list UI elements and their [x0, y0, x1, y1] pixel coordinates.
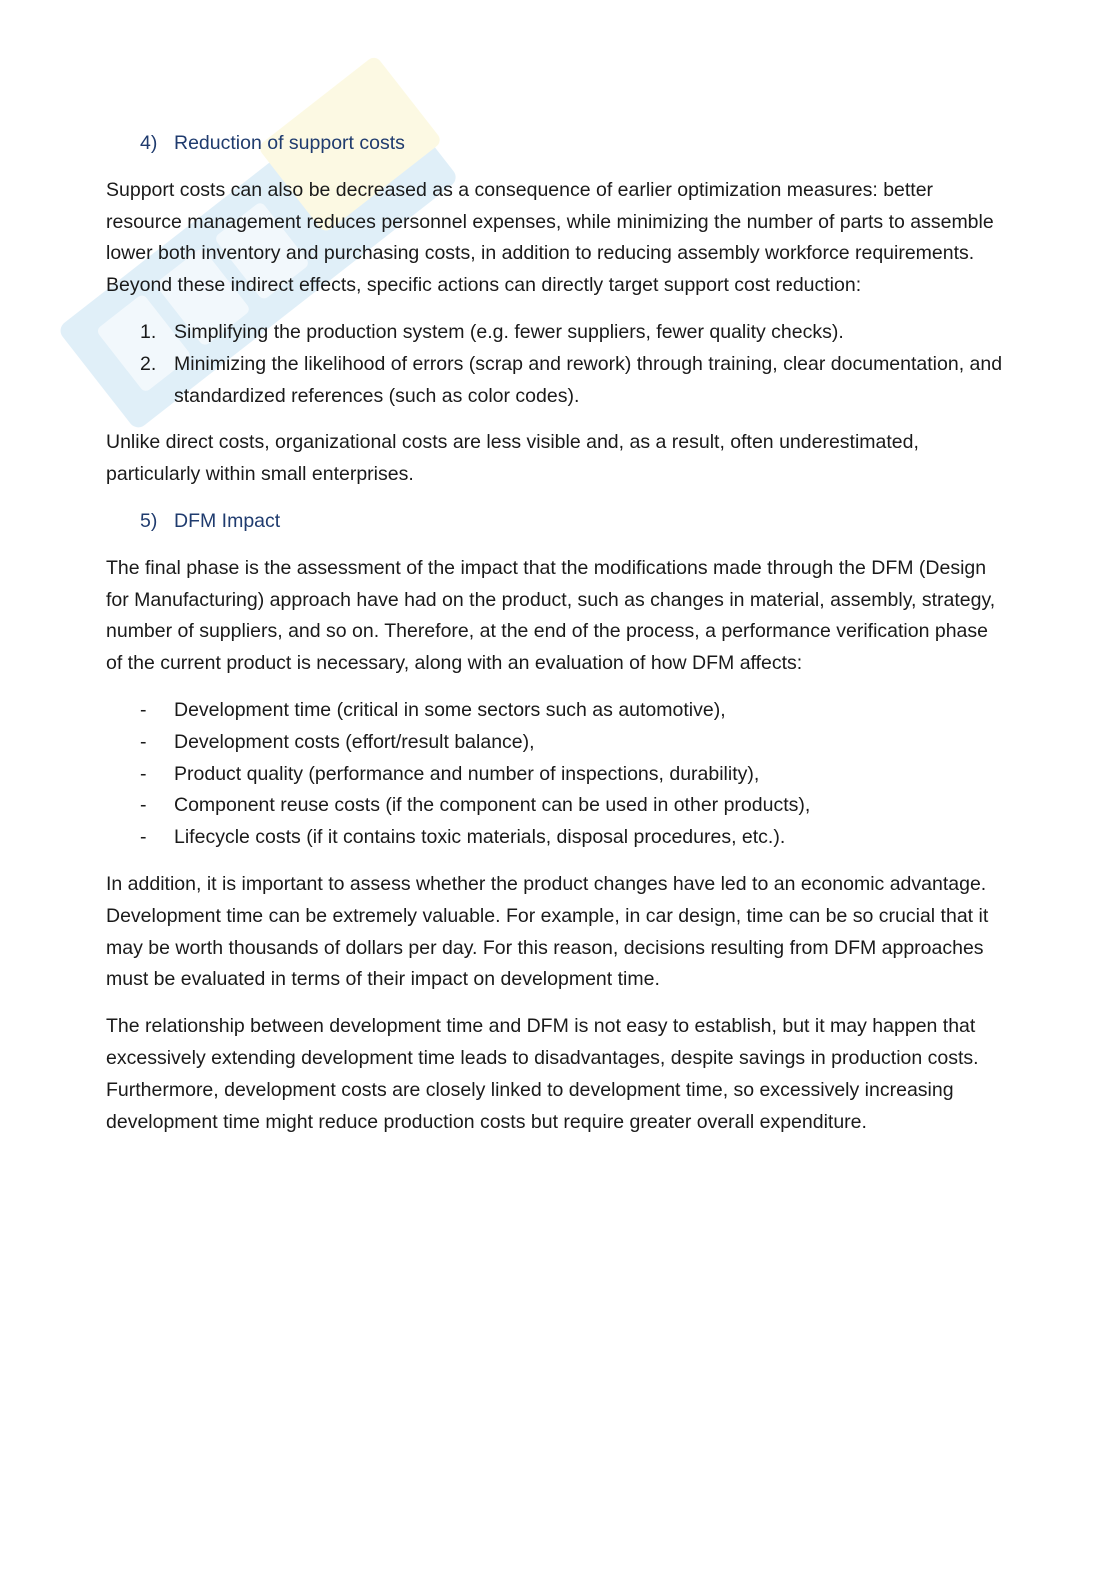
section-5-bullet-list — [106, 695, 1006, 854]
list-item — [106, 759, 1006, 791]
list-item-text: Product quality (performance and number of inspections, durability), — [174, 762, 760, 785]
list-item-text: Development costs (effort/result balance), — [174, 730, 535, 753]
section-4-title: Reduction of support costs — [174, 132, 405, 154]
section-5-heading — [106, 506, 1006, 538]
section-4-paragraph-2: Unlike direct costs, organizational costs are less visible and, as a result, often underestimated, particularly within small enterprises. — [106, 431, 919, 486]
list-item-text: Simplifying the production system (e.g. fewer suppliers, fewer quality checks). — [174, 320, 844, 343]
list-item — [106, 317, 1006, 349]
bullet-dash: - — [140, 826, 147, 849]
section-4-steps-list — [106, 317, 1006, 412]
list-item — [106, 727, 1006, 759]
section-5-number: 5) — [140, 509, 158, 532]
bullet-dash: - — [140, 762, 147, 785]
list-item-number: 2. — [140, 352, 157, 375]
list-item-text: Development time (critical in some sectors such as automotive), — [174, 698, 726, 721]
section-5-paragraph-3: The relationship between development time and DFM is not easy to establish, but it may happen that excessively extending development time leads to disadvantages, despite savings in production costs. Furthermore, development costs are closely linked to development time, so excessively increasing development time might reduce production costs but require greater overall expenditure. — [106, 1015, 979, 1133]
section-4-heading — [106, 128, 1006, 160]
list-item-text: Lifecycle costs (if it contains toxic materials, disposal procedures, etc.). — [174, 826, 786, 849]
bullet-dash: - — [140, 730, 147, 753]
list-item-number: 1. — [140, 320, 157, 343]
list-item — [106, 695, 1006, 727]
list-item-text: Component reuse costs (if the component can be used in other products), — [174, 794, 811, 817]
section-5-paragraph-2: In addition, it is important to assess whether the product changes have led to an economic advantage. Development time can be extremely valuable. For example, in car design, time can be so crucial that it may be worth thousands of dollars per day. For this reason, decisions resulting from DFM approaches must be evaluated in terms of their impact on development time. — [106, 872, 989, 991]
document-page — [106, 128, 1006, 1153]
bullet-dash: - — [140, 794, 147, 817]
section-5-title: DFM Impact — [174, 509, 281, 532]
section-4-paragraph-1: Support costs can also be decreased as a consequence of earlier optimization measures: better resource management reduces personnel expenses, while minimizing the number of parts to assemble lower both inventory and purchasing costs, in addition to reducing assembly workforce requirements. Beyond these indirect effects, specific actions can directly target support cost reduction: — [106, 178, 994, 297]
list-item — [106, 822, 1006, 854]
list-item-text: Minimizing the likelihood of errors (scrap and rework) through training, clear documentation, and standardized references (such as color codes). — [174, 352, 1003, 407]
section-4-number: 4) — [140, 132, 158, 154]
bullet-dash: - — [140, 698, 147, 721]
list-item — [106, 349, 1006, 413]
section-5-paragraph-1: The final phase is the assessment of the impact that the modifications made through the DFM (Design for Manufacturing) approach have had on the product, such as changes in material, assembly, strategy, number of suppliers, and so on. Therefore, at the end of the process, a performance verification phase of the current product is necessary, along with an evaluation of how DFM affects: — [106, 556, 996, 675]
list-item — [106, 790, 1006, 822]
